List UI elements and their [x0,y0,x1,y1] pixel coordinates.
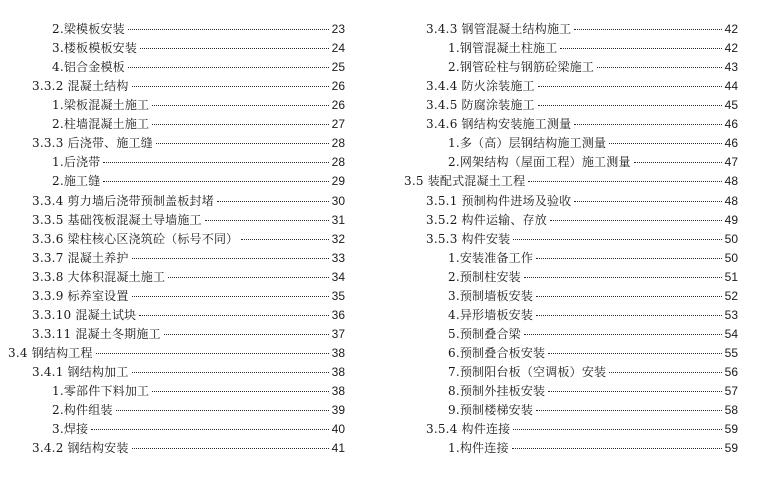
toc-entry[interactable] [32,249,345,268]
dot-leader [128,67,329,68]
toc-entry-page-number: 54 [724,326,738,341]
dot-leader [132,296,329,297]
dot-leader [152,105,328,106]
toc-entry[interactable] [52,153,345,172]
toc-entry[interactable] [426,192,738,211]
toc-entry[interactable] [32,363,345,382]
dot-leader [536,410,722,411]
toc-entry-page-number: 44 [724,79,738,94]
toc-entry-page-number: 42 [724,22,738,36]
toc-entry-page-number: 42 [724,41,738,56]
toc-entry[interactable] [404,172,738,191]
toc-entry[interactable] [426,77,738,96]
dot-leader [132,86,329,87]
dot-leader [152,124,328,125]
toc-entry-title: 8.预制外挂板安装 [448,383,546,398]
toc-entry[interactable] [448,58,738,77]
toc-entry-title: 2.构件组装 [52,403,113,417]
toc-entry-page-number: 26 [331,98,345,113]
toc-entry-title: 3.5 装配式混凝土工程 [404,174,526,189]
toc-entry-page-number: 53 [724,307,738,322]
toc-entry[interactable] [52,20,345,39]
toc-entry-page-number: 38 [331,364,345,379]
toc-entry[interactable] [32,134,345,153]
toc-entry-page-number: 28 [331,155,345,170]
toc-entry-page-number: 35 [331,288,345,303]
toc-entry-page-number: 40 [331,422,345,437]
toc-entry[interactable] [426,230,738,249]
dot-leader [513,429,721,430]
dot-leader [609,372,721,373]
toc-entry-title: 3.3.6 梁柱核心区浇筑砼（标号不同） [32,231,239,246]
toc-entry[interactable] [448,268,738,287]
toc-entry-page-number: 58 [724,403,738,417]
toc-entry[interactable] [426,211,738,230]
toc-entry[interactable] [448,306,738,325]
dot-leader [116,410,329,411]
toc-entry[interactable] [448,439,738,458]
dot-leader [132,448,329,449]
toc-entry-title: 3.3.8 大体积混凝土施工 [32,269,166,284]
toc-entry-title: 1.零部件下料加工 [52,383,150,398]
dot-leader [634,162,722,163]
toc-entry[interactable] [448,401,738,420]
toc-entry-title: 5.预制叠合梁 [448,326,521,341]
toc-entry-title: 3.4.2 钢结构安装 [32,441,129,456]
toc-entry-title: 6.预制叠合板安装 [448,345,546,360]
dot-leader [548,391,721,392]
toc-entry-title: 3.4.3 钢管混凝土结构施工 [426,22,572,36]
toc-entry-page-number: 47 [724,155,738,170]
toc-entry-title: 2.梁模板安装 [52,22,125,36]
toc-entry-title: 2.网架结构（屋面工程）施工测量 [448,155,631,170]
dot-leader [103,162,328,163]
toc-entry[interactable] [32,192,345,211]
toc-entry[interactable] [426,20,738,39]
dot-leader [132,258,329,259]
dot-leader [103,181,328,182]
dot-leader [550,220,722,221]
dot-leader [152,391,328,392]
toc-entry-page-number: 26 [331,79,345,94]
toc-entry-page-number: 50 [724,250,738,265]
toc-entry-page-number: 45 [724,98,738,113]
toc-entry-page-number: 23 [331,22,345,36]
toc-entry-page-number: 24 [331,41,345,56]
dot-leader [217,201,329,202]
toc-entry-page-number: 43 [724,60,738,75]
toc-entry[interactable] [52,58,345,77]
toc-entry[interactable] [448,249,738,268]
toc-entry-page-number: 52 [724,288,738,303]
toc-entry-title: 3.4.4 防火涂装施工 [426,79,535,94]
toc-entry[interactable] [52,96,345,115]
toc-entry[interactable] [52,115,345,134]
toc-entry-page-number: 56 [724,364,738,379]
toc-entry-title: 3.4.5 防腐涂装施工 [426,98,535,113]
toc-entry-page-number: 46 [724,117,738,132]
toc-entry[interactable] [8,344,345,363]
toc-entry-page-number: 28 [331,136,345,151]
toc-entry[interactable] [52,382,345,401]
dot-leader [96,353,329,354]
toc-entry-page-number: 51 [724,269,738,284]
toc-entry-title: 1.构件连接 [448,441,509,456]
toc-entry-title: 3.3.4 剪力墙后浇带预制盖板封堵 [32,193,214,208]
dot-leader [139,315,328,316]
toc-entry-title: 3.4 钢结构工程 [8,345,93,360]
toc-entry[interactable] [32,211,345,230]
toc-entry-page-number: 50 [724,231,738,246]
dot-leader [512,448,722,449]
dot-leader [574,29,721,30]
toc-entry-title: 2.预制柱安装 [448,269,521,284]
toc-entry-page-number: 49 [724,212,738,227]
dot-leader [524,277,722,278]
toc-entry[interactable] [448,153,738,172]
dot-leader [536,296,722,297]
toc-entry[interactable] [32,325,345,344]
toc-entry-title: 3.3.7 混凝土养护 [32,250,129,265]
dot-leader [538,86,722,87]
dot-leader [168,277,328,278]
toc-entry[interactable] [448,287,738,306]
toc-entry-page-number: 41 [331,441,345,456]
dot-leader [140,48,329,49]
toc-entry[interactable] [448,382,738,401]
toc-entry-page-number: 36 [331,307,345,322]
toc-entry-page-number: 55 [724,345,738,360]
dot-leader [538,105,722,106]
toc-entry-title: 3.焊接 [52,422,89,437]
toc-entry[interactable] [448,325,738,344]
toc-entry-title: 2.柱墙混凝土施工 [52,117,150,132]
dot-leader [560,48,721,49]
toc-entry[interactable] [448,363,738,382]
toc-entry-page-number: 57 [724,383,738,398]
toc-entry-page-number: 59 [724,422,738,437]
toc-entry[interactable] [52,172,345,191]
toc-entry-page-number: 38 [331,383,345,398]
dot-leader [513,239,721,240]
dot-leader [91,429,328,430]
toc-entry-page-number: 31 [331,212,345,227]
dot-leader [164,334,329,335]
toc-entry-title: 3.楼板模板安装 [52,41,138,56]
dot-leader [528,181,721,182]
toc-entry-page-number: 37 [331,326,345,341]
toc-entry-title: 3.3.2 混凝土结构 [32,79,129,94]
toc-entry[interactable] [32,268,345,287]
toc-entry-page-number: 46 [724,136,738,151]
toc-entry[interactable] [32,230,345,249]
toc-entry-title: 2.施工缝 [52,174,101,189]
dot-leader [128,29,329,30]
dot-leader [574,124,721,125]
toc-entry-title: 3.5.4 构件连接 [426,422,511,437]
dot-leader [156,143,329,144]
toc-entry-title: 3.4.1 钢结构加工 [32,364,129,379]
toc-entry-title: 1.多（高）层钢结构施工测量 [448,136,607,151]
toc-entry-page-number: 34 [331,269,345,284]
dot-leader [597,67,722,68]
toc-entry-title: 3.5.1 预制构件进场及验收 [426,193,572,208]
toc-entry-page-number: 48 [724,174,738,189]
dot-leader [205,220,329,221]
toc-entry-page-number: 38 [331,345,345,360]
toc-entry[interactable] [32,287,345,306]
toc-entry-page-number: 30 [331,193,345,208]
toc-entry[interactable] [426,96,738,115]
dot-leader [548,353,721,354]
toc-entry[interactable] [52,39,345,58]
toc-entry-page-number: 48 [724,193,738,208]
toc-entry-title: 3.3.9 标养室设置 [32,288,129,303]
toc-entry-page-number: 25 [331,60,345,75]
toc-entry[interactable] [448,344,738,363]
toc-entry[interactable] [426,420,738,439]
dot-leader [524,334,722,335]
toc-entry[interactable] [448,39,738,58]
toc-entry[interactable] [32,439,345,458]
toc-entry-title: 3.3.3 后浇带、施工缝 [32,136,153,151]
toc-entry[interactable] [52,420,345,439]
toc-entry[interactable] [32,306,345,325]
toc-entry-title: 3.3.5 基础筏板混凝土导墙施工 [32,212,202,227]
toc-entry[interactable] [52,401,345,420]
toc-entry-title: 1.钢管混凝土柱施工 [448,41,558,56]
toc-entry-title: 3.5.3 构件安装 [426,231,511,246]
dot-leader [536,315,722,316]
toc-entry-page-number: 32 [331,231,345,246]
toc-entry[interactable] [426,115,738,134]
toc-entry-title: 3.4.6 钢结构安装施工测量 [426,117,572,132]
toc-entry-page-number: 59 [724,441,738,456]
toc-entry-page-number: 39 [331,403,345,417]
dot-leader [241,239,328,240]
toc-entry-title: 3.3.11 混凝土冬期施工 [32,326,161,341]
toc-entry-title: 1.梁板混凝土施工 [52,98,150,113]
toc-entry-page-number: 33 [331,250,345,265]
toc-entry-title: 7.预制阳台板（空调板）安装 [448,364,607,379]
toc-entry-page-number: 29 [331,174,345,189]
toc-entry-title: 3.3.10 混凝土试块 [32,307,137,322]
toc-entry-title: 1.后浇带 [52,155,101,170]
toc-entry-title: 2.钢管砼柱与钢筋砼梁施工 [448,60,595,75]
toc-entry-title: 9.预制楼梯安装 [448,403,534,417]
dot-leader [609,143,721,144]
toc-entry-page-number: 27 [331,117,345,132]
toc-entry-title: 4.铝合金模板 [52,60,125,75]
toc-entry-title: 3.5.2 构件运输、存放 [426,212,547,227]
toc-entry-title: 1.安装准备工作 [448,250,534,265]
toc-entry[interactable] [448,134,738,153]
toc-entry-title: 3.预制墙板安装 [448,288,534,303]
dot-leader [574,201,721,202]
toc-entry-title: 4.异形墙板安装 [448,307,534,322]
dot-leader [536,258,722,259]
toc-entry[interactable] [32,77,345,96]
dot-leader [132,372,329,373]
